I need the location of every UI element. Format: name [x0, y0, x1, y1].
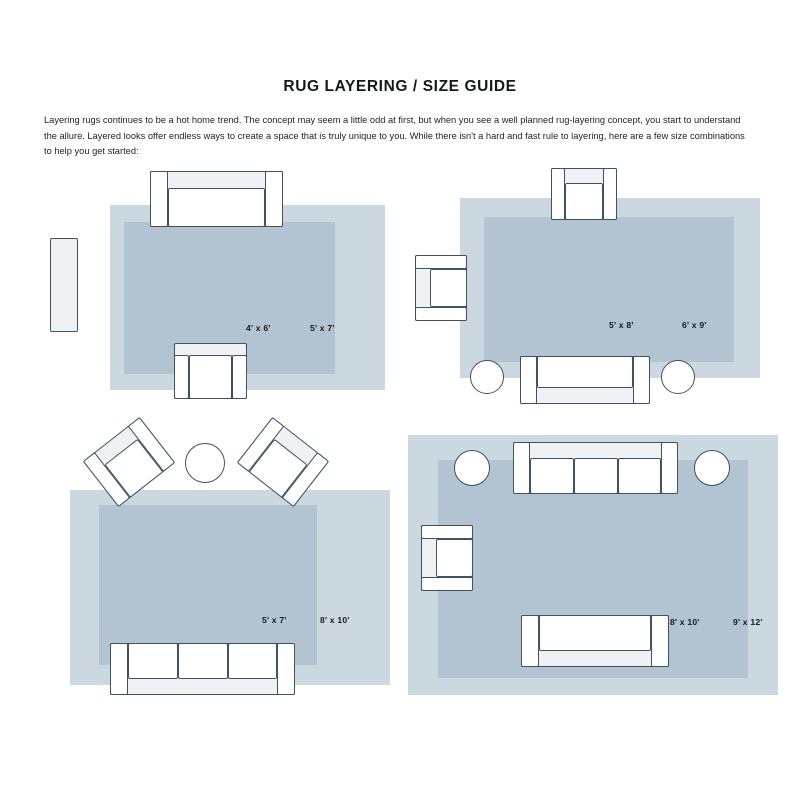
- armchair-left-cushion: [436, 539, 473, 577]
- armchair-top-cushion: [565, 183, 603, 220]
- page-title: RUG LAYERING / SIZE GUIDE: [283, 78, 517, 95]
- diagram-top-left: [40, 160, 370, 405]
- armchair-left-bottom-arm: [415, 307, 467, 321]
- sofa-top-cushion-3: [618, 458, 661, 494]
- sofa-bottom-left-arm: [520, 356, 537, 404]
- armchair-left-cushion: [430, 269, 467, 307]
- sofa-top-left-arm: [150, 171, 168, 227]
- side-table-top-left: [454, 450, 490, 486]
- console-left: [50, 238, 78, 332]
- diagram-bottom-right: [408, 425, 788, 705]
- label-outer-bottom-left: 8' x 10': [320, 615, 350, 625]
- armchair-top-right-arm: [603, 168, 617, 220]
- sofa-top-right-arm: [661, 442, 678, 494]
- sofa-bottom-cushion-2: [178, 643, 228, 679]
- sofa-bottom-left-arm: [110, 643, 128, 695]
- side-table-left: [470, 360, 504, 394]
- armchair-left-bottom-arm: [421, 577, 473, 591]
- diagram-bottom-left: [55, 425, 395, 705]
- inner-rug-bottom-left: [99, 505, 317, 665]
- sofa-bottom-cushion: [539, 615, 651, 651]
- sofa-top-right-arm: [265, 171, 283, 227]
- sofa-bottom-cushion: [537, 356, 633, 388]
- inner-rug-top-right: [484, 217, 734, 362]
- label-outer-top-right: 6' x 9': [682, 320, 707, 330]
- side-table-right: [661, 360, 695, 394]
- sofa-top-cushion: [168, 188, 265, 227]
- sofa-bottom-cushion-1: [128, 643, 178, 679]
- armchair-bottom-left-arm: [174, 355, 189, 399]
- label-inner-bottom-left: 5' x 7': [262, 615, 287, 625]
- sofa-bottom-right-arm: [277, 643, 295, 695]
- label-inner-top-right: 5' x 8': [609, 320, 634, 330]
- sofa-top-cushion-1: [530, 458, 574, 494]
- label-outer-bottom-right: 9' x 12': [733, 617, 763, 627]
- label-inner-bottom-right: 8' x 10': [670, 617, 700, 627]
- sofa-bottom-left-arm: [521, 615, 539, 667]
- label-outer-top-left: 5' x 7': [310, 323, 335, 333]
- armchair-left-top-arm: [415, 255, 467, 269]
- sofa-top-cushion-2: [574, 458, 618, 494]
- armchair-left-top-arm: [421, 525, 473, 539]
- diagram-top-right: [408, 160, 768, 420]
- sofa-bottom-right-arm: [651, 615, 669, 667]
- round-table-top: [185, 443, 225, 483]
- intro-paragraph: Layering rugs continues to be a hot home trend. The concept may seem a little odd at first, but when you see a well planned rug-layering concept, you start to understand the allure. Layered looks offer endless ways to create a space that is truly unique to you. While there isn't a hard and fast rule to layering, here are a few size combinations to help you get started:: [44, 115, 745, 156]
- side-table-top-right: [694, 450, 730, 486]
- armchair-bottom-cushion: [189, 355, 232, 399]
- armchair-bottom-right-arm: [232, 355, 247, 399]
- sofa-top-left-arm: [513, 442, 530, 494]
- sofa-bottom-right-arm: [633, 356, 650, 404]
- label-inner-top-left: 4' x 6': [246, 323, 271, 333]
- armchair-top-left-arm: [551, 168, 565, 220]
- sofa-bottom-cushion-3: [228, 643, 277, 679]
